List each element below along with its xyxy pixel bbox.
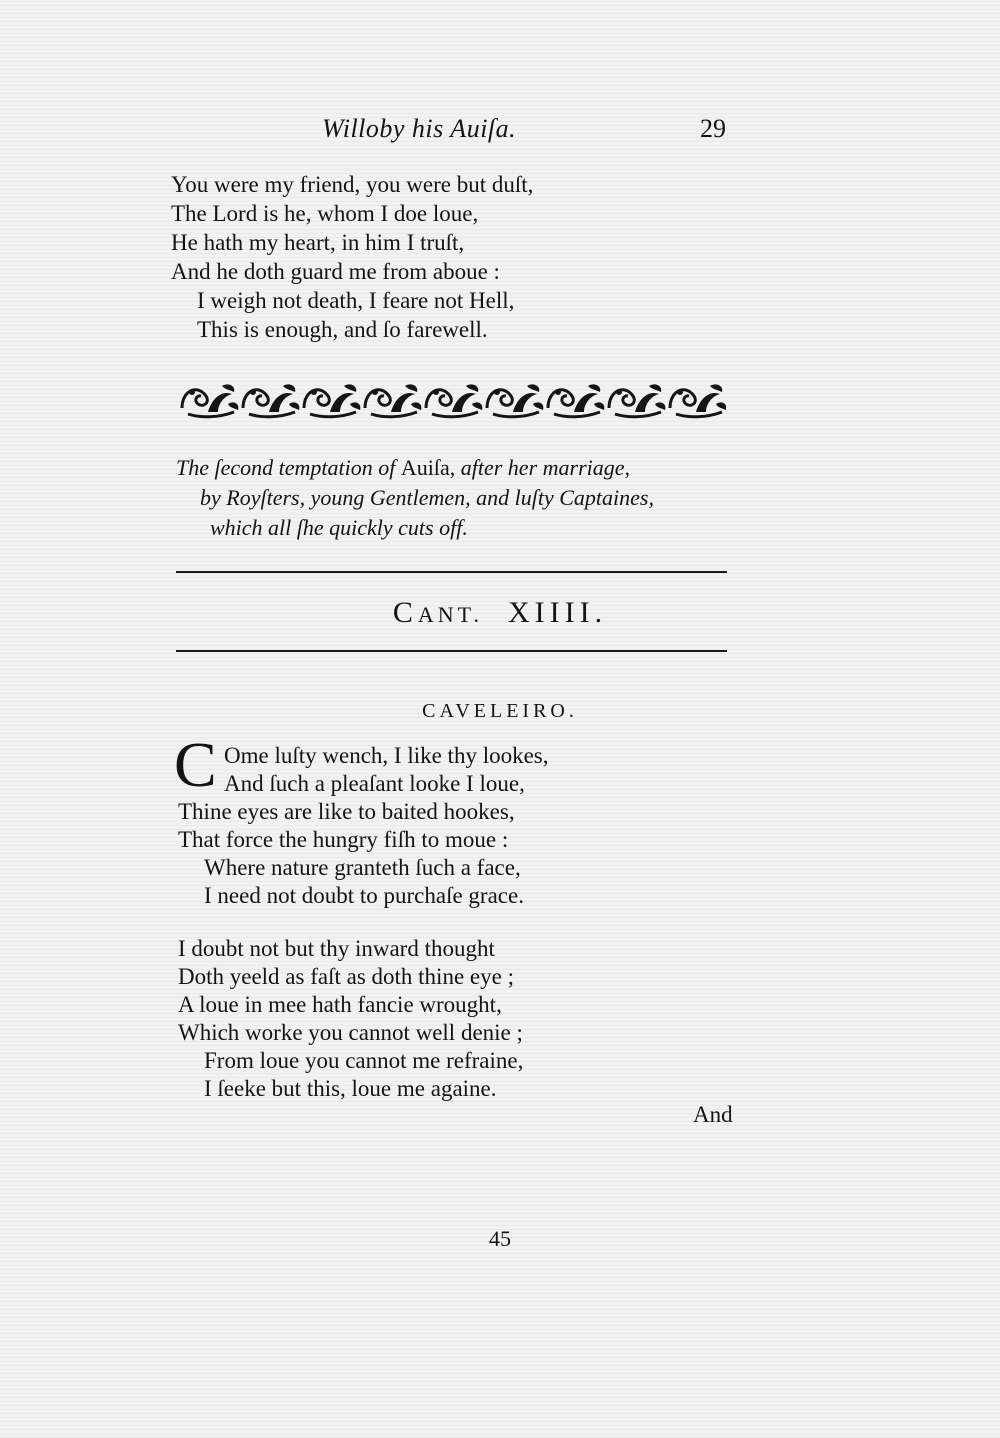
verse-line: Ome luſty wench, I like thy lookes, [224, 743, 549, 768]
verse-line: You were my friend, you were but duſt, [171, 172, 534, 197]
verse-line: Thine eyes are like to baited hookes, [178, 799, 515, 824]
verse-line: That force the hungry fiſh to moue : [178, 827, 509, 852]
folio-number: 45 [489, 1226, 511, 1251]
heading-name-auisa: Auiſa, [400, 455, 456, 480]
verse-line: From loue you cannot me refraine, [204, 1048, 524, 1073]
verse-line: Where nature granteth ſuch a face, [204, 855, 521, 880]
verse-line: The Lord is he, whom I doe loue, [171, 201, 479, 226]
heading-line: which all ſhe quickly cuts off. [210, 515, 468, 540]
divider-rule-top [176, 571, 727, 573]
canto-numeral: XIIII. [507, 596, 608, 629]
page-number: 29 [700, 114, 726, 143]
heading-text: after her marriage, [455, 455, 631, 480]
divider-rule-bottom [176, 650, 727, 652]
heading-line: by Royſters, young Gentlemen, and luſty Captaines, [200, 485, 654, 510]
verse-line: A loue in mee hath fancie wrought, [178, 992, 502, 1017]
verse-line: And he doth guard me from aboue : [171, 259, 500, 284]
verse-line: He hath my heart, in him I truſt, [171, 230, 465, 255]
verse-line: I weigh not death, I feare not Hell, [197, 288, 515, 313]
canto-prefix: ANT. [417, 602, 483, 627]
speaker-name: CAVELEIRO. [422, 700, 578, 722]
heading-text: The ſecond temptation of [176, 455, 401, 480]
verse-line: I need not doubt to purchaſe grace. [204, 883, 524, 908]
printers-floral-ornament-icon [178, 378, 726, 422]
canto-title [0, 596, 1000, 630]
verse-line: This is enough, and ſo farewell. [197, 317, 488, 342]
verse-line: Doth yeeld as faſt as doth thine eye ; [178, 964, 514, 989]
verse-line: Which worke you cannot well denie ; [178, 1020, 523, 1045]
canto-initial: C [392, 596, 418, 629]
drop-cap: C [174, 729, 217, 800]
heading-line [176, 455, 630, 481]
catchword: And [693, 1102, 733, 1127]
verse-line: And ſuch a pleaſant looke I loue, [224, 771, 525, 796]
verse-line: I doubt not but thy inward thought [178, 936, 495, 961]
verse-line: I ſeeke but this, loue me againe. [204, 1076, 497, 1101]
running-header-title: Willoby his Auiſa. [322, 114, 517, 143]
